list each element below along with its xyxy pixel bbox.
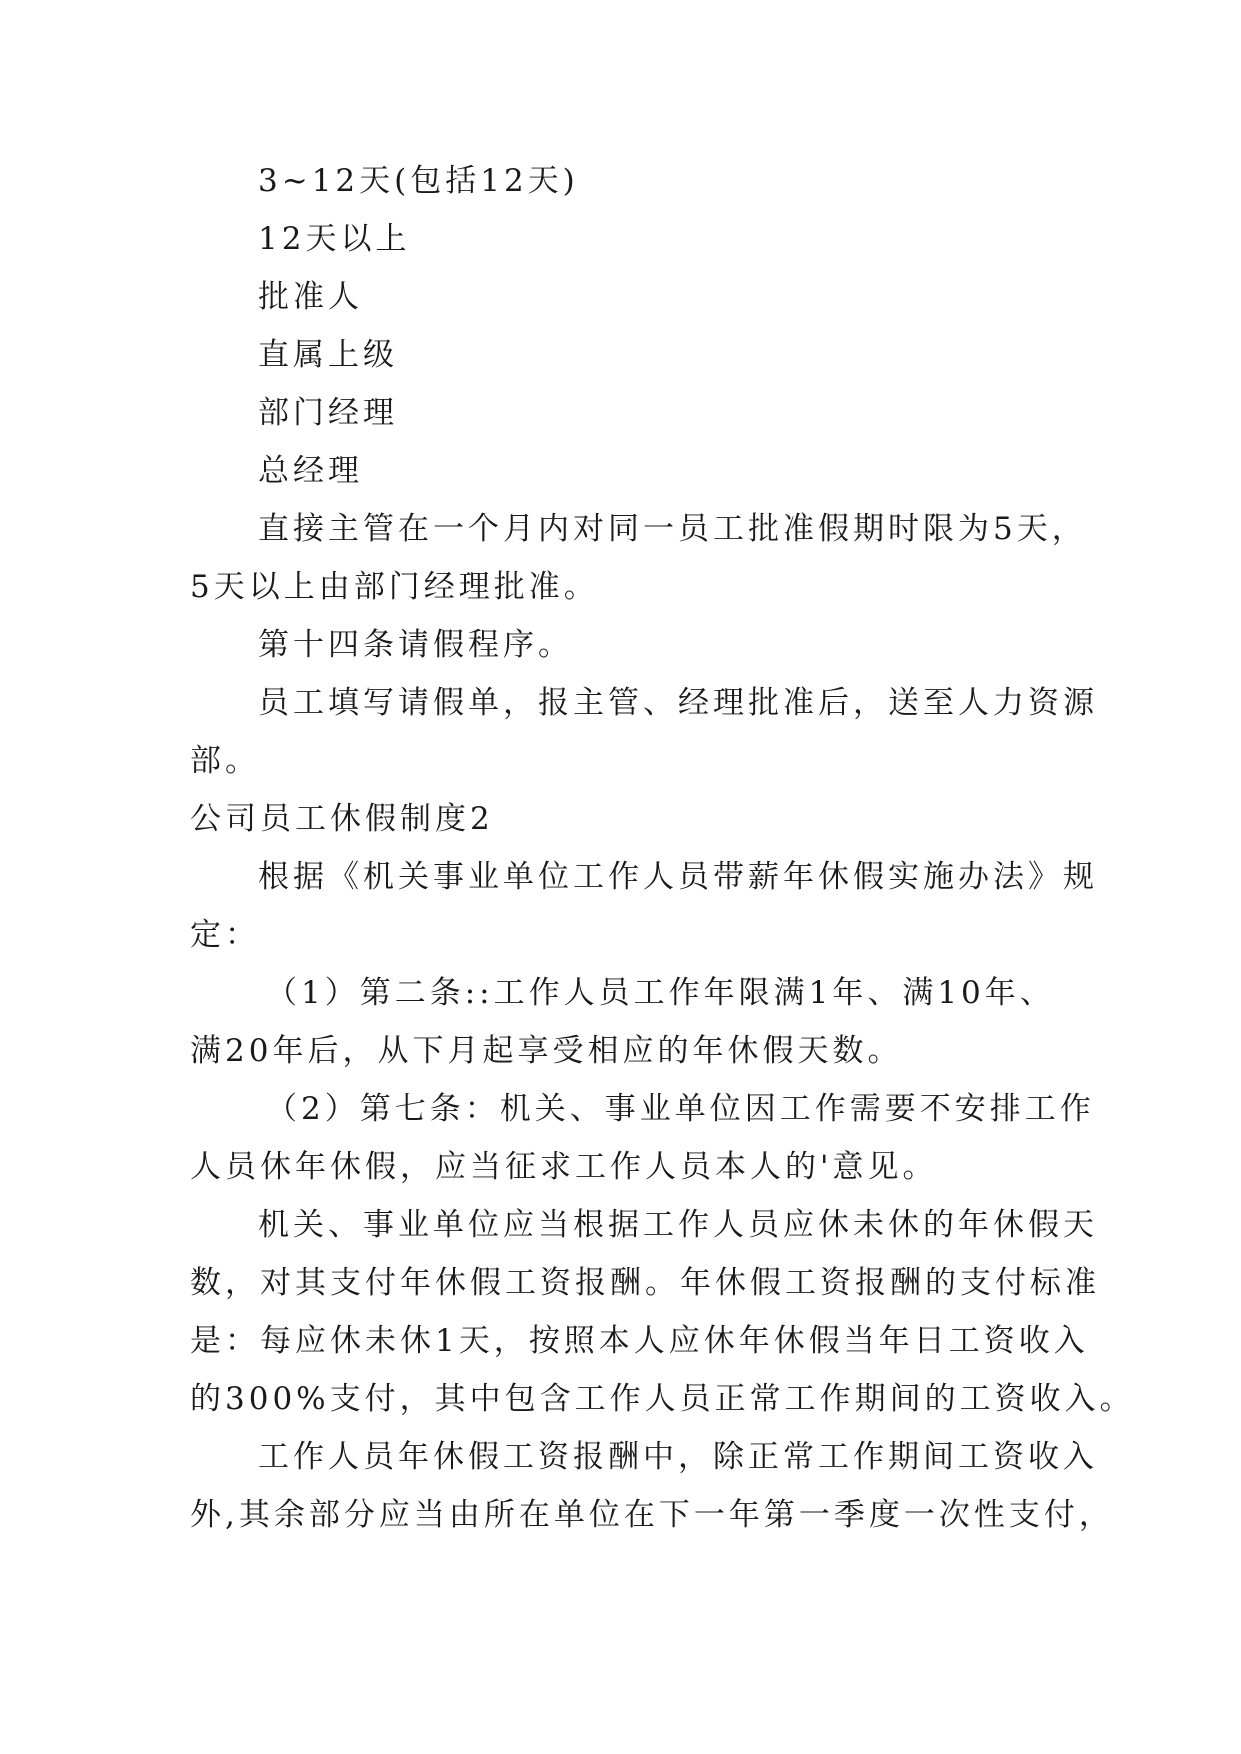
paragraph-line: 是：每应休未休1天，按照本人应休年休假当年日工资收入 xyxy=(190,1323,1089,1359)
paragraph-line: 的300%支付，其中包含工作人员正常工作期间的工资收入。 xyxy=(190,1381,1135,1417)
paragraph-line: 机关、事业单位应当根据工作人员应休未休的年休假天 xyxy=(258,1207,1098,1243)
text-line: 总经理 xyxy=(258,453,363,489)
paragraph-line: 5天以上由部门经理批准。 xyxy=(190,569,599,605)
paragraph-line: 员工填写请假单，报主管、经理批准后，送至人力资源 xyxy=(258,685,1098,721)
article-heading: 第十四条请假程序。 xyxy=(258,627,573,663)
section-title: 公司员工休假制度2 xyxy=(190,801,494,837)
text-line: 批准人 xyxy=(258,279,363,315)
paragraph-line: （2）第七条：机关、事业单位因工作需要不安排工作 xyxy=(266,1091,1095,1127)
paragraph-line: 直接主管在一个月内对同一员工批准假期时限为5天， xyxy=(258,511,1087,547)
document-body xyxy=(190,152,1135,1544)
text-line: 3~12天(包括12天) xyxy=(258,163,579,199)
text-line: 直属上级 xyxy=(258,337,398,373)
paragraph-line: 满20年后，从下月起享受相应的年休假天数。 xyxy=(190,1033,903,1069)
paragraph-line: 数，对其支付年休假工资报酬。年休假工资报酬的支付标准 xyxy=(190,1265,1100,1301)
paragraph-line: （1）第二条::工作人员工作年限满1年、满10年、 xyxy=(266,975,1055,1011)
paragraph-line: 外,其余部分应当由所在单位在下一年第一季度一次性支付， xyxy=(190,1497,1114,1533)
paragraph-line: 人员休年休假，应当征求工作人员本人的'意见。 xyxy=(190,1149,938,1185)
text-line: 部门经理 xyxy=(258,395,398,431)
text-line: 12天以上 xyxy=(258,221,411,257)
paragraph-line: 部。 xyxy=(190,743,260,779)
paragraph-line: 定： xyxy=(190,917,260,953)
paragraph-line: 根据《机关事业单位工作人员带薪年休假实施办法》规 xyxy=(258,859,1098,895)
paragraph-line: 工作人员年休假工资报酬中，除正常工作期间工资收入 xyxy=(258,1439,1098,1475)
